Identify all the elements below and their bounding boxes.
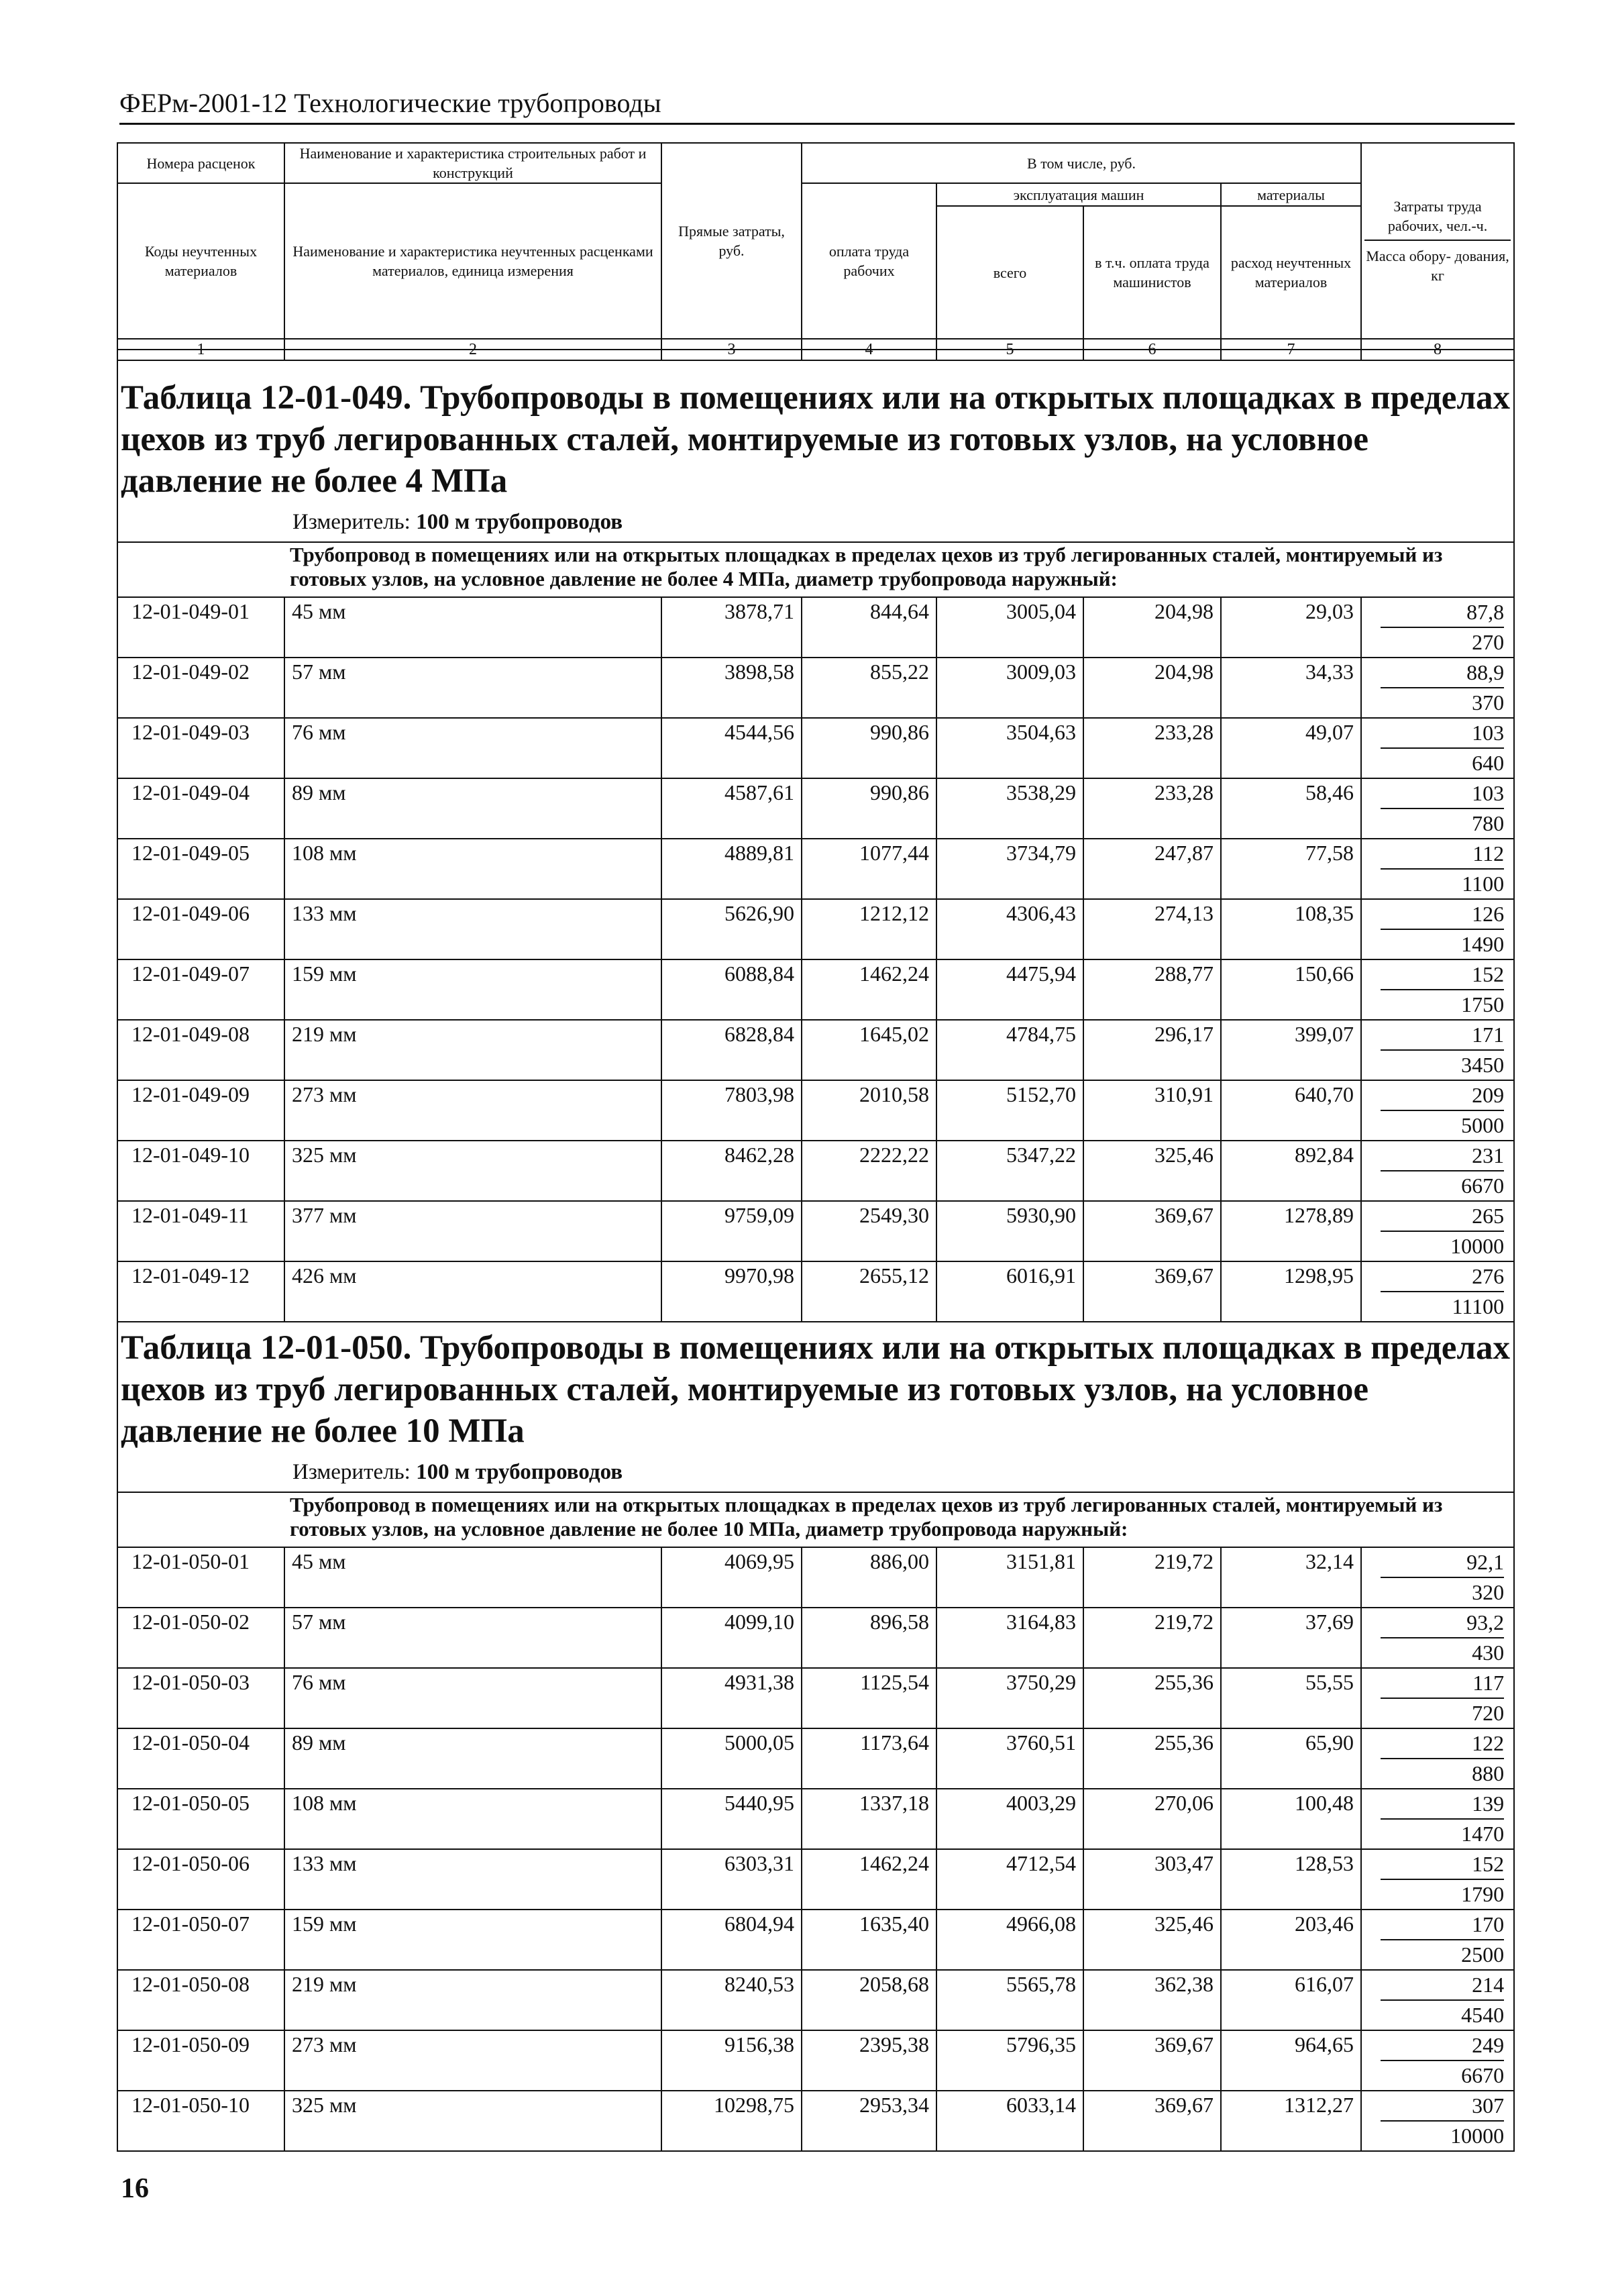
- equipment-mass: 4540: [1461, 2003, 1505, 2027]
- materials-cost: 203,46: [1221, 1910, 1361, 1970]
- col-num: 4: [802, 339, 936, 360]
- direct-costs: 4889,81: [661, 839, 802, 899]
- direct-costs: 3898,58: [661, 658, 802, 718]
- pipe-diameter: 89 мм: [284, 778, 661, 839]
- labor-pay: 1173,64: [802, 1728, 936, 1789]
- pipe-diameter: 89 мм: [284, 1728, 661, 1789]
- table-row: [117, 1910, 1514, 1970]
- machinists-pay: 219,72: [1083, 1608, 1221, 1668]
- labor-pay: 855,22: [802, 658, 936, 718]
- pipe-diameter: 219 мм: [284, 1970, 661, 2030]
- machines-total: 4003,29: [936, 1789, 1083, 1849]
- pipe-diameter: 133 мм: [284, 899, 661, 959]
- rows-050: [117, 1547, 1514, 2151]
- table-row: [117, 1141, 1514, 1201]
- measure-line: [121, 1460, 1513, 1485]
- section-heading: [117, 350, 1514, 542]
- machines-total: 3750,29: [936, 1668, 1083, 1728]
- labor-hours: 112: [1381, 839, 1504, 870]
- materials-cost: 37,69: [1221, 1608, 1361, 1668]
- table-row: [117, 1668, 1514, 1728]
- labor-pay: 2953,34: [802, 2091, 936, 2151]
- section-heading: [117, 1300, 1514, 1492]
- labor-and-mass: [1361, 2091, 1514, 2151]
- equipment-mass: 780: [1472, 811, 1505, 835]
- equipment-mass: 2500: [1461, 1942, 1505, 1967]
- machinists-pay: 204,98: [1083, 597, 1221, 658]
- machines-total: 6016,91: [936, 1261, 1083, 1322]
- labor-and-mass: [1361, 1547, 1514, 1608]
- labor-hours: 87,8: [1381, 598, 1504, 628]
- machinists-pay: 369,67: [1083, 2030, 1221, 2091]
- labor-and-mass: [1361, 1910, 1514, 1970]
- rate-code: 12-01-050-10: [117, 2091, 284, 2151]
- col-code-top: Номера расценок: [117, 143, 284, 183]
- machinists-pay: 325,46: [1083, 1910, 1221, 1970]
- labor-hours: 126: [1381, 900, 1504, 930]
- page-number: 16: [121, 2173, 149, 2204]
- col-labor: [1361, 143, 1514, 339]
- col-num: 1: [117, 339, 284, 360]
- machines-total: 6033,14: [936, 2091, 1083, 2151]
- table-label: Таблица 12-01-049.: [121, 379, 412, 417]
- pipe-diameter: 133 мм: [284, 1849, 661, 1910]
- machinists-pay: 204,98: [1083, 658, 1221, 718]
- labor-hours: 93,2: [1381, 1608, 1504, 1638]
- pipe-diameter: 57 мм: [284, 658, 661, 718]
- direct-costs: 6828,84: [661, 1020, 802, 1080]
- labor-pay: 1212,12: [802, 899, 936, 959]
- materials-cost: 640,70: [1221, 1080, 1361, 1141]
- rate-code: 12-01-049-06: [117, 899, 284, 959]
- materials-cost: 616,07: [1221, 1970, 1361, 2030]
- labor-and-mass: [1361, 718, 1514, 778]
- materials-cost: 1278,89: [1221, 1201, 1361, 1261]
- table-title-text: Трубопроводы в помещениях или на открытых площадках в пределах цехов из труб легированных сталей, монтируемые из готовых узлов, на условное давление не более 10 МПа: [121, 1329, 1511, 1450]
- machinists-pay: 255,36: [1083, 1728, 1221, 1789]
- table-row: [117, 1547, 1514, 1608]
- rate-code: 12-01-049-10: [117, 1141, 284, 1201]
- intro-row: Трубопровод в помещениях или на открытых площадках в пределах цехов из труб легированных сталей, монтируемый из готовых узлов, на условное давление не более 4 МПа, диаметр трубопровода наружный:: [117, 542, 1514, 597]
- col-machines: эксплуатация машин: [936, 183, 1221, 206]
- rate-code: 12-01-050-04: [117, 1728, 284, 1789]
- machines-total: 5152,70: [936, 1080, 1083, 1141]
- machines-total: 5930,90: [936, 1201, 1083, 1261]
- pipe-diameter: 57 мм: [284, 1608, 661, 1668]
- machines-total: 3504,63: [936, 718, 1083, 778]
- machinists-pay: 369,67: [1083, 1201, 1221, 1261]
- rate-code: 12-01-049-09: [117, 1080, 284, 1141]
- pipe-diameter: 45 мм: [284, 597, 661, 658]
- measure-line: [121, 510, 1513, 535]
- pipe-diameter: 426 мм: [284, 1261, 661, 1322]
- rate-code: 12-01-049-04: [117, 778, 284, 839]
- materials-cost: 128,53: [1221, 1849, 1361, 1910]
- labor-hours: 103: [1381, 779, 1504, 809]
- equipment-mass: 6670: [1461, 2063, 1505, 2087]
- col-labor-pay: оплата труда рабочих: [802, 183, 936, 339]
- col-num: 7: [1221, 339, 1361, 360]
- labor-and-mass: [1361, 1080, 1514, 1141]
- equipment-mass: 640: [1472, 751, 1505, 775]
- labor-and-mass: [1361, 1201, 1514, 1261]
- labor-pay: 1645,02: [802, 1020, 936, 1080]
- pipe-diameter: 377 мм: [284, 1201, 661, 1261]
- table-row: [117, 1789, 1514, 1849]
- rates-table-050: [117, 1300, 1515, 2152]
- column-header-table: [117, 142, 1515, 361]
- measure-value: 100 м трубопроводов: [416, 510, 623, 534]
- table-label: Таблица 12-01-050.: [121, 1329, 412, 1367]
- labor-pay: 2549,30: [802, 1201, 936, 1261]
- table-row: [117, 718, 1514, 778]
- labor-hours: 170: [1381, 1910, 1504, 1940]
- materials-cost: 65,90: [1221, 1728, 1361, 1789]
- machinists-pay: 233,28: [1083, 778, 1221, 839]
- machinists-pay: 325,46: [1083, 1141, 1221, 1201]
- rate-code: 12-01-050-03: [117, 1668, 284, 1728]
- materials-cost: 77,58: [1221, 839, 1361, 899]
- machines-total: 3151,81: [936, 1547, 1083, 1608]
- rate-code: 12-01-049-05: [117, 839, 284, 899]
- intro-row: Трубопровод в помещениях или на открытых площадках в пределах цехов из труб легированных сталей, монтируемый из готовых узлов, на условное давление не более 10 МПа, диаметр трубопровода наружный:: [117, 1492, 1514, 1547]
- table-title: [121, 377, 1513, 502]
- equipment-mass: 10000: [1450, 2124, 1505, 2148]
- machinists-pay: 247,87: [1083, 839, 1221, 899]
- direct-costs: 5000,05: [661, 1728, 802, 1789]
- equipment-mass: 1470: [1461, 1822, 1505, 1846]
- machinists-pay: 296,17: [1083, 1020, 1221, 1080]
- direct-costs: 5626,90: [661, 899, 802, 959]
- col-direct: Прямые затраты, руб.: [661, 143, 802, 339]
- equipment-mass: 880: [1472, 1761, 1505, 1785]
- machines-total: 4966,08: [936, 1910, 1083, 1970]
- col-name-top: Наименование и характеристика строительных работ и конструкций: [284, 143, 661, 183]
- direct-costs: 8462,28: [661, 1141, 802, 1201]
- machines-total: 3005,04: [936, 597, 1083, 658]
- labor-hours: 249: [1381, 2031, 1504, 2061]
- table-title: [121, 1327, 1513, 1452]
- table-row: [117, 1201, 1514, 1261]
- table-row: [117, 1080, 1514, 1141]
- materials-cost: 100,48: [1221, 1789, 1361, 1849]
- table-title-text: Трубопроводы в помещениях или на открытых площадках в пределах цехов из труб легированных сталей, монтируемые из готовых узлов, на условное давление не более 4 МПа: [121, 379, 1511, 500]
- machinists-pay: 233,28: [1083, 718, 1221, 778]
- rate-code: 12-01-050-01: [117, 1547, 284, 1608]
- machinists-pay: 310,91: [1083, 1080, 1221, 1141]
- labor-and-mass: [1361, 1608, 1514, 1668]
- direct-costs: 9970,98: [661, 1261, 802, 1322]
- col-code-bottom: Коды неучтенных материалов: [117, 183, 284, 339]
- machines-total: 4475,94: [936, 959, 1083, 1020]
- labor-hours: 265: [1381, 1202, 1504, 1232]
- labor-pay: 990,86: [802, 718, 936, 778]
- rows-049: [117, 597, 1514, 1322]
- col-machines-pay: в т.ч. оплата труда машинистов: [1083, 206, 1221, 339]
- equipment-mass: 320: [1472, 1580, 1505, 1604]
- machines-total: 3760,51: [936, 1728, 1083, 1789]
- labor-pay: 1462,24: [802, 959, 936, 1020]
- materials-cost: 399,07: [1221, 1020, 1361, 1080]
- equipment-mass: 1100: [1462, 872, 1505, 896]
- machines-total: 3164,83: [936, 1608, 1083, 1668]
- pipe-diameter: 159 мм: [284, 959, 661, 1020]
- pipe-diameter: 108 мм: [284, 839, 661, 899]
- machinists-pay: 369,67: [1083, 2091, 1221, 2151]
- col-labor-bottom: Масса обору- дования, кг: [1366, 248, 1509, 284]
- equipment-mass: 5000: [1461, 1113, 1505, 1137]
- col-incl: В том числе, руб.: [802, 143, 1361, 183]
- measure-value: 100 м трубопроводов: [416, 1460, 623, 1484]
- rate-code: 12-01-049-12: [117, 1261, 284, 1322]
- pipe-diameter: 76 мм: [284, 718, 661, 778]
- rate-code: 12-01-049-08: [117, 1020, 284, 1080]
- direct-costs: 3878,71: [661, 597, 802, 658]
- labor-hours: 152: [1381, 960, 1504, 990]
- col-labor-top: Затраты труда рабочих, чел.-ч.: [1364, 197, 1511, 241]
- col-num: 3: [661, 339, 802, 360]
- col-num: 8: [1361, 339, 1514, 360]
- labor-and-mass: [1361, 959, 1514, 1020]
- table-row: [117, 778, 1514, 839]
- rate-code: 12-01-050-06: [117, 1849, 284, 1910]
- rate-code: 12-01-050-08: [117, 1970, 284, 2030]
- materials-cost: 55,55: [1221, 1668, 1361, 1728]
- pipe-diameter: 273 мм: [284, 2030, 661, 2091]
- table-row: [117, 959, 1514, 1020]
- materials-cost: 150,66: [1221, 959, 1361, 1020]
- materials-cost: 34,33: [1221, 658, 1361, 718]
- col-num: 6: [1083, 339, 1221, 360]
- labor-hours: 92,1: [1381, 1548, 1504, 1578]
- col-num: 2: [284, 339, 661, 360]
- labor-pay: 2222,22: [802, 1141, 936, 1201]
- rate-code: 12-01-050-09: [117, 2030, 284, 2091]
- rate-code: 12-01-050-05: [117, 1789, 284, 1849]
- machines-total: 3538,29: [936, 778, 1083, 839]
- direct-costs: 9759,09: [661, 1201, 802, 1261]
- labor-hours: 209: [1381, 1081, 1504, 1111]
- table-row: [117, 658, 1514, 718]
- direct-costs: 4069,95: [661, 1547, 802, 1608]
- pipe-diameter: 325 мм: [284, 2091, 661, 2151]
- machines-total: 4784,75: [936, 1020, 1083, 1080]
- col-materials-unacc: расход неучтенных материалов: [1221, 206, 1361, 339]
- materials-cost: 49,07: [1221, 718, 1361, 778]
- labor-and-mass: [1361, 899, 1514, 959]
- table-row: [117, 2091, 1514, 2151]
- labor-and-mass: [1361, 1789, 1514, 1849]
- machinists-pay: 303,47: [1083, 1849, 1221, 1910]
- rate-code: 12-01-050-02: [117, 1608, 284, 1668]
- labor-hours: 88,9: [1381, 658, 1504, 688]
- labor-hours: 231: [1381, 1141, 1504, 1171]
- machinists-pay: 255,36: [1083, 1668, 1221, 1728]
- rates-table-049: [117, 349, 1515, 1322]
- rate-code: 12-01-049-07: [117, 959, 284, 1020]
- labor-and-mass: [1361, 1970, 1514, 2030]
- table-row: [117, 1608, 1514, 1668]
- rate-code: 12-01-049-11: [117, 1201, 284, 1261]
- labor-and-mass: [1361, 1020, 1514, 1080]
- machines-total: 3009,03: [936, 658, 1083, 718]
- labor-pay: 1077,44: [802, 839, 936, 899]
- labor-and-mass: [1361, 778, 1514, 839]
- labor-hours: 152: [1381, 1850, 1504, 1880]
- machinists-pay: 288,77: [1083, 959, 1221, 1020]
- labor-pay: 2395,38: [802, 2030, 936, 2091]
- labor-pay: 844,64: [802, 597, 936, 658]
- labor-hours: 122: [1381, 1729, 1504, 1759]
- materials-cost: 32,14: [1221, 1547, 1361, 1608]
- labor-and-mass: [1361, 839, 1514, 899]
- machinists-pay: 274,13: [1083, 899, 1221, 959]
- direct-costs: 9156,38: [661, 2030, 802, 2091]
- machinists-pay: 270,06: [1083, 1789, 1221, 1849]
- table-row: [117, 839, 1514, 899]
- direct-costs: 5440,95: [661, 1789, 802, 1849]
- table-row: [117, 1020, 1514, 1080]
- equipment-mass: 720: [1472, 1701, 1505, 1725]
- labor-pay: 886,00: [802, 1547, 936, 1608]
- labor-pay: 990,86: [802, 778, 936, 839]
- labor-hours: 276: [1381, 1262, 1504, 1292]
- labor-hours: 171: [1381, 1021, 1504, 1051]
- col-name-bottom: Наименование и характеристика неучтенных расценками материалов, единица измерения: [284, 183, 661, 339]
- labor-pay: 2058,68: [802, 1970, 936, 2030]
- col-machines-total: всего: [936, 206, 1083, 339]
- pipe-diameter: 325 мм: [284, 1141, 661, 1201]
- labor-and-mass: [1361, 1849, 1514, 1910]
- labor-pay: 1337,18: [802, 1789, 936, 1849]
- pipe-diameter: 108 мм: [284, 1789, 661, 1849]
- materials-cost: 1298,95: [1221, 1261, 1361, 1322]
- labor-hours: 117: [1381, 1669, 1504, 1699]
- table-row: [117, 2030, 1514, 2091]
- materials-cost: 58,46: [1221, 778, 1361, 839]
- labor-pay: 2010,58: [802, 1080, 936, 1141]
- equipment-mass: 6670: [1461, 1173, 1505, 1198]
- measure-label: Измеритель:: [292, 1460, 411, 1484]
- machines-total: 4306,43: [936, 899, 1083, 959]
- machinists-pay: 219,72: [1083, 1547, 1221, 1608]
- machines-total: 5796,35: [936, 2030, 1083, 2091]
- direct-costs: 6303,31: [661, 1849, 802, 1910]
- pipe-diameter: 219 мм: [284, 1020, 661, 1080]
- labor-and-mass: [1361, 1728, 1514, 1789]
- direct-costs: 4587,61: [661, 778, 802, 839]
- measure-label: Измеритель:: [292, 510, 411, 534]
- pipe-diameter: 159 мм: [284, 1910, 661, 1970]
- labor-and-mass: [1361, 597, 1514, 658]
- direct-costs: 6804,94: [661, 1910, 802, 1970]
- labor-hours: 139: [1381, 1789, 1504, 1820]
- pipe-diameter: 76 мм: [284, 1668, 661, 1728]
- table-row: [117, 1849, 1514, 1910]
- equipment-mass: 10000: [1450, 1234, 1505, 1258]
- labor-pay: 1125,54: [802, 1668, 936, 1728]
- pipe-diameter: 45 мм: [284, 1547, 661, 1608]
- equipment-mass: 430: [1472, 1640, 1505, 1665]
- machinists-pay: 362,38: [1083, 1970, 1221, 2030]
- pipe-diameter: 273 мм: [284, 1080, 661, 1141]
- equipment-mass: 1490: [1461, 932, 1505, 956]
- equipment-mass: 11100: [1452, 1294, 1505, 1318]
- machines-total: 3734,79: [936, 839, 1083, 899]
- machines-total: 4712,54: [936, 1849, 1083, 1910]
- direct-costs: 4099,10: [661, 1608, 802, 1668]
- labor-pay: 1462,24: [802, 1849, 936, 1910]
- col-materials: материалы: [1221, 183, 1361, 206]
- materials-cost: 964,65: [1221, 2030, 1361, 2091]
- labor-hours: 214: [1381, 1971, 1504, 2001]
- rate-code: 12-01-049-02: [117, 658, 284, 718]
- rate-code: 12-01-049-03: [117, 718, 284, 778]
- direct-costs: 4544,56: [661, 718, 802, 778]
- materials-cost: 29,03: [1221, 597, 1361, 658]
- machines-total: 5565,78: [936, 1970, 1083, 2030]
- materials-cost: 1312,27: [1221, 2091, 1361, 2151]
- equipment-mass: 370: [1472, 690, 1505, 715]
- table-row: [117, 899, 1514, 959]
- direct-costs: 7803,98: [661, 1080, 802, 1141]
- direct-costs: 6088,84: [661, 959, 802, 1020]
- direct-costs: 4931,38: [661, 1668, 802, 1728]
- labor-hours: 307: [1381, 2091, 1504, 2122]
- direct-costs: 10298,75: [661, 2091, 802, 2151]
- labor-hours: 103: [1381, 719, 1504, 749]
- col-num: 5: [936, 339, 1083, 360]
- rate-code: 12-01-050-07: [117, 1910, 284, 1970]
- table-row: [117, 1970, 1514, 2030]
- labor-and-mass: [1361, 1668, 1514, 1728]
- materials-cost: 108,35: [1221, 899, 1361, 959]
- labor-and-mass: [1361, 658, 1514, 718]
- materials-cost: 892,84: [1221, 1141, 1361, 1201]
- table-row: [117, 597, 1514, 658]
- machines-total: 5347,22: [936, 1141, 1083, 1201]
- equipment-mass: 1750: [1461, 992, 1505, 1016]
- equipment-mass: 1790: [1461, 1882, 1505, 1906]
- machinists-pay: 369,67: [1083, 1261, 1221, 1322]
- direct-costs: 8240,53: [661, 1970, 802, 2030]
- equipment-mass: 270: [1472, 630, 1505, 654]
- labor-and-mass: [1361, 1141, 1514, 1201]
- labor-pay: 1635,40: [802, 1910, 936, 1970]
- labor-pay: 896,58: [802, 1608, 936, 1668]
- labor-pay: 2655,12: [802, 1261, 936, 1322]
- table-row: [117, 1728, 1514, 1789]
- running-title: ФЕРм-2001-12 Технологические трубопроводы: [119, 87, 1515, 125]
- equipment-mass: 3450: [1461, 1053, 1505, 1077]
- labor-and-mass: [1361, 2030, 1514, 2091]
- rate-code: 12-01-049-01: [117, 597, 284, 658]
